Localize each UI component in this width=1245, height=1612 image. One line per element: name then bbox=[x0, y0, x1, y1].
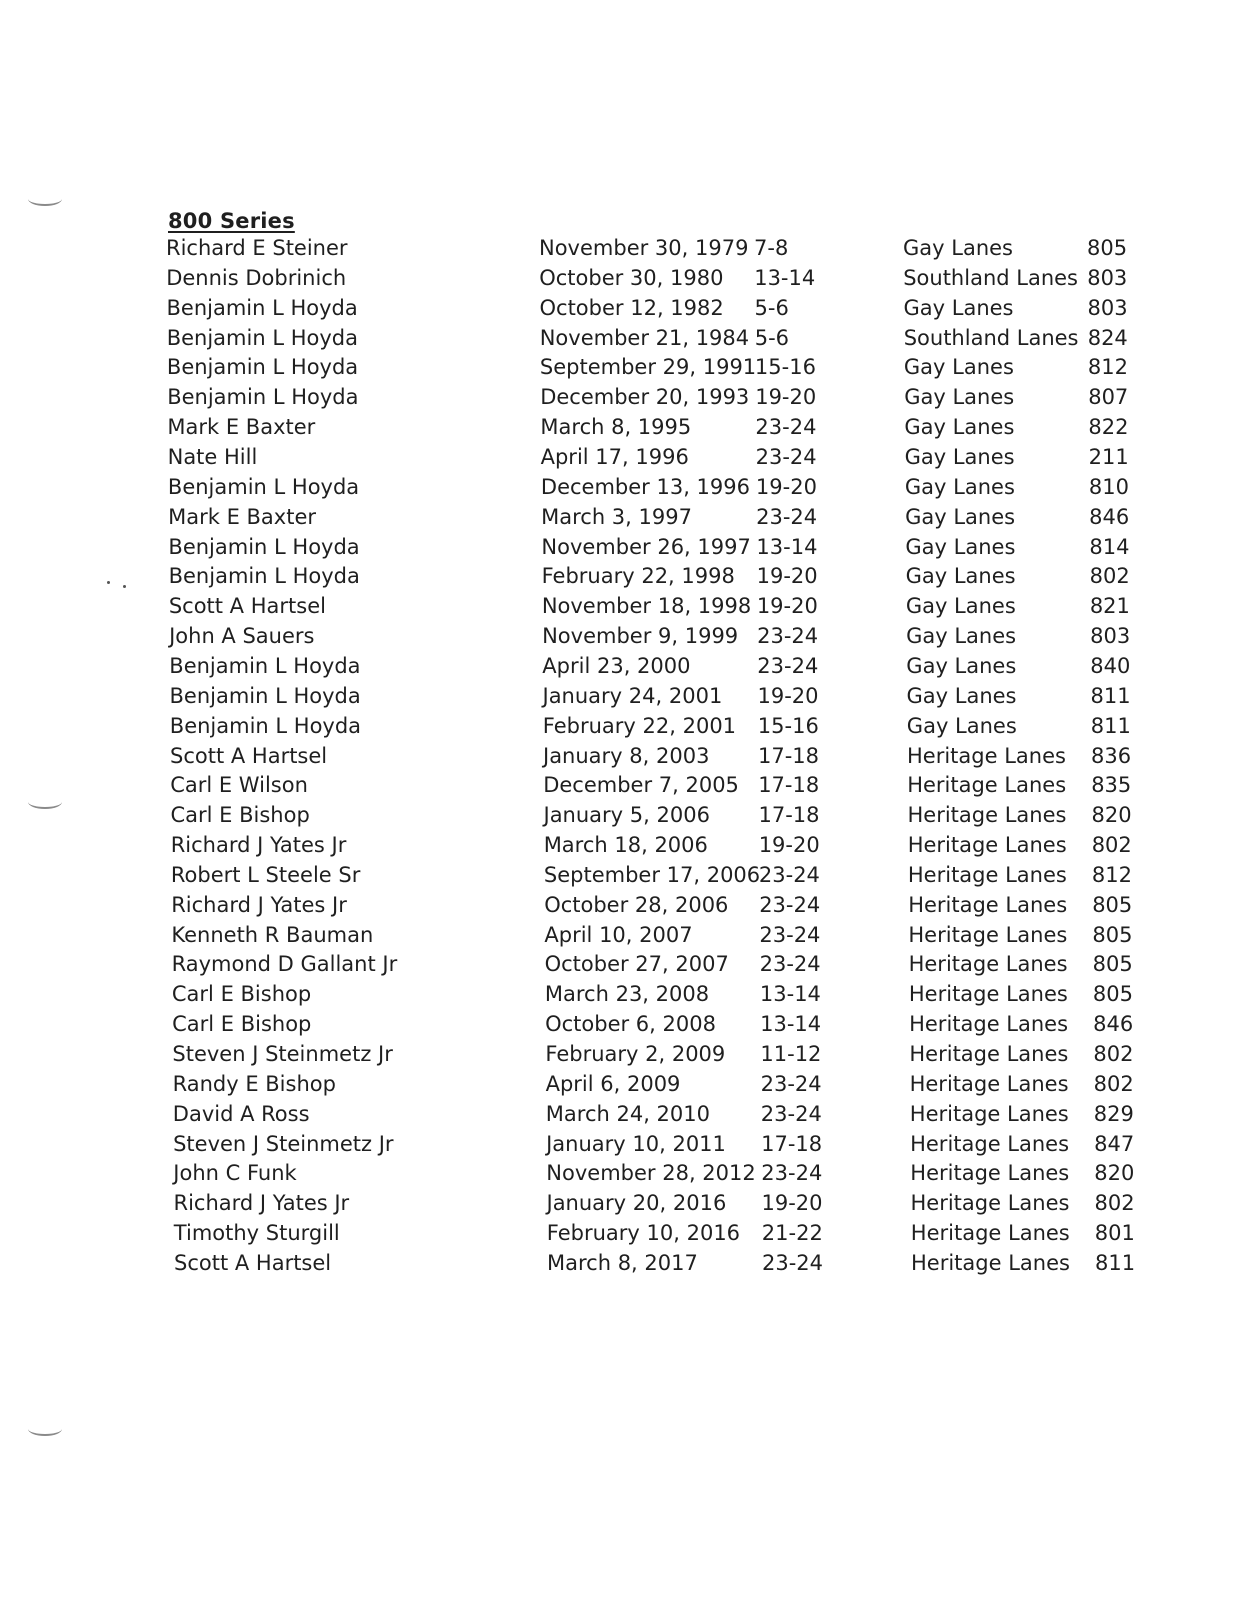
record-name: Carl E Bishop bbox=[170, 803, 310, 828]
record-house: Gay Lanes bbox=[904, 385, 1015, 410]
record-house: Gay Lanes bbox=[903, 355, 1014, 380]
record-name: Benjamin L Hoyda bbox=[166, 355, 359, 380]
record-date: January 8, 2003 bbox=[543, 743, 710, 768]
record-house: Heritage Lanes bbox=[907, 833, 1067, 857]
record-house: Heritage Lanes bbox=[909, 1071, 1069, 1096]
record-games: 5-6 bbox=[754, 295, 789, 320]
record-score: 835 bbox=[1091, 773, 1132, 798]
record-score: 847 bbox=[1094, 1131, 1135, 1156]
record-row bbox=[0, 1039, 1245, 1069]
record-games: 13-14 bbox=[759, 982, 821, 1007]
record-house: Gay Lanes bbox=[904, 474, 1015, 499]
record-score: 805 bbox=[1087, 236, 1128, 260]
record-row bbox=[0, 233, 1245, 263]
record-house: Gay Lanes bbox=[906, 683, 1017, 708]
record-row bbox=[0, 352, 1245, 382]
record-house: Heritage Lanes bbox=[910, 1131, 1070, 1156]
record-games: 19-20 bbox=[757, 683, 819, 708]
record-games: 23-24 bbox=[757, 624, 819, 648]
record-date: November 30, 1979 bbox=[539, 236, 749, 260]
record-games: 17-18 bbox=[758, 803, 820, 828]
record-row bbox=[0, 651, 1245, 681]
record-games: 19-20 bbox=[756, 594, 818, 619]
record-name: Benjamin L Hoyda bbox=[169, 713, 362, 738]
record-house: Heritage Lanes bbox=[909, 1101, 1069, 1126]
record-name: John A Sauers bbox=[169, 624, 315, 648]
record-games: 23-24 bbox=[756, 504, 818, 529]
record-name: Carl E Bishop bbox=[172, 1012, 312, 1037]
record-score: 805 bbox=[1092, 982, 1133, 1007]
record-score: 811 bbox=[1090, 683, 1131, 708]
record-games: 23-24 bbox=[761, 1161, 823, 1186]
record-name: Mark E Baxter bbox=[168, 504, 317, 529]
record-name: Richard E Steiner bbox=[166, 236, 348, 260]
record-games: 23-24 bbox=[758, 862, 820, 887]
record-score: 846 bbox=[1093, 1012, 1134, 1037]
record-date: October 30, 1980 bbox=[539, 265, 724, 290]
record-date: November 26, 1997 bbox=[541, 534, 751, 559]
record-name: Carl E Wilson bbox=[170, 773, 308, 798]
record-score: 802 bbox=[1091, 833, 1132, 857]
record-score: 811 bbox=[1090, 713, 1131, 738]
record-row bbox=[0, 1158, 1245, 1188]
record-score: 820 bbox=[1094, 1161, 1135, 1186]
record-house: Gay Lanes bbox=[904, 445, 1015, 469]
record-house: Heritage Lanes bbox=[910, 1191, 1070, 1216]
record-row bbox=[0, 800, 1245, 830]
record-house: Heritage Lanes bbox=[908, 922, 1068, 947]
record-score: 811 bbox=[1095, 1250, 1136, 1275]
record-games: 17-18 bbox=[758, 743, 820, 768]
record-date: December 20, 1993 bbox=[540, 385, 750, 410]
record-house: Heritage Lanes bbox=[910, 1161, 1070, 1186]
record-house: Gay Lanes bbox=[903, 295, 1014, 320]
record-games: 7-8 bbox=[754, 236, 789, 260]
record-date: September 17, 2006 bbox=[543, 862, 761, 887]
record-row bbox=[0, 472, 1245, 502]
record-name: John C Funk bbox=[173, 1161, 297, 1186]
record-score: 801 bbox=[1094, 1221, 1135, 1246]
record-name: Steven J Steinmetz Jr bbox=[172, 1042, 393, 1066]
page-title: 800 Series bbox=[168, 209, 295, 233]
record-date: March 18, 2006 bbox=[543, 833, 708, 857]
record-row bbox=[0, 1129, 1245, 1159]
record-games: 19-20 bbox=[758, 833, 820, 857]
record-name: Nate Hill bbox=[167, 445, 258, 469]
record-score: 814 bbox=[1089, 534, 1130, 559]
record-date: January 10, 2011 bbox=[546, 1131, 726, 1156]
record-games: 23-24 bbox=[760, 1071, 822, 1096]
record-score: 803 bbox=[1087, 295, 1128, 320]
record-score: 802 bbox=[1093, 1071, 1134, 1096]
record-score: 805 bbox=[1092, 952, 1133, 977]
record-house: Heritage Lanes bbox=[908, 892, 1068, 917]
record-row bbox=[0, 382, 1245, 412]
record-name: Timothy Sturgill bbox=[173, 1221, 340, 1246]
record-date: October 27, 2007 bbox=[544, 952, 729, 977]
record-row bbox=[0, 711, 1245, 741]
record-score: 812 bbox=[1091, 862, 1132, 887]
record-date: October 12, 1982 bbox=[539, 295, 724, 320]
record-score: 840 bbox=[1090, 653, 1131, 678]
record-score: 812 bbox=[1087, 355, 1128, 380]
record-name: Benjamin L Hoyda bbox=[168, 564, 360, 589]
record-name: Benjamin L Hoyda bbox=[166, 295, 358, 320]
record-games: 23-24 bbox=[759, 922, 821, 947]
record-row bbox=[0, 263, 1245, 293]
record-score: 807 bbox=[1088, 385, 1129, 410]
record-row bbox=[0, 591, 1245, 621]
record-games: 13-14 bbox=[756, 534, 818, 559]
record-games: 23-24 bbox=[759, 892, 821, 917]
record-score: 829 bbox=[1093, 1101, 1134, 1126]
record-date: November 21, 1984 bbox=[539, 325, 750, 350]
record-games: 19-20 bbox=[756, 564, 818, 589]
record-row bbox=[0, 323, 1245, 353]
record-score: 805 bbox=[1092, 892, 1133, 917]
record-house: Gay Lanes bbox=[905, 504, 1016, 529]
record-date: January 24, 2001 bbox=[542, 683, 723, 708]
record-house: Heritage Lanes bbox=[907, 803, 1067, 828]
record-score: 824 bbox=[1087, 325, 1128, 350]
record-house: Gay Lanes bbox=[905, 594, 1016, 619]
record-games: 19-20 bbox=[755, 385, 817, 410]
record-house: Heritage Lanes bbox=[909, 1012, 1069, 1037]
record-games: 15-16 bbox=[757, 713, 819, 738]
record-games: 23-24 bbox=[760, 1101, 822, 1126]
record-date: March 23, 2008 bbox=[544, 982, 710, 1007]
record-date: November 9, 1999 bbox=[542, 624, 739, 648]
record-house: Gay Lanes bbox=[906, 713, 1017, 738]
record-name: Benjamin L Hoyda bbox=[166, 325, 358, 350]
record-name: Dennis Dobrinich bbox=[166, 265, 347, 290]
record-house: Southland Lanes bbox=[903, 265, 1078, 290]
record-score: 802 bbox=[1093, 1042, 1134, 1066]
record-date: November 18, 1998 bbox=[541, 594, 752, 619]
record-date: March 3, 1997 bbox=[541, 504, 692, 529]
record-row bbox=[0, 561, 1245, 591]
record-house: Heritage Lanes bbox=[910, 1221, 1070, 1246]
record-name: Mark E Baxter bbox=[167, 415, 316, 440]
record-row bbox=[0, 442, 1245, 472]
record-row bbox=[0, 502, 1245, 532]
record-games: 17-18 bbox=[758, 773, 820, 798]
record-games: 15-16 bbox=[754, 355, 816, 380]
record-house: Heritage Lanes bbox=[911, 1250, 1070, 1275]
record-games: 19-20 bbox=[761, 1191, 823, 1216]
record-name: Randy E Bishop bbox=[172, 1071, 336, 1096]
record-games: 23-24 bbox=[759, 952, 821, 977]
record-date: March 8, 2017 bbox=[547, 1250, 698, 1275]
record-row bbox=[0, 920, 1245, 950]
record-games: 13-14 bbox=[760, 1012, 822, 1037]
record-date: October 28, 2006 bbox=[544, 892, 729, 917]
record-games: 23-24 bbox=[757, 653, 819, 678]
record-row bbox=[0, 1099, 1245, 1129]
record-score: 802 bbox=[1089, 564, 1130, 589]
record-games: 11-12 bbox=[760, 1042, 822, 1066]
record-date: April 6, 2009 bbox=[545, 1071, 681, 1096]
record-row bbox=[0, 621, 1245, 651]
record-house: Heritage Lanes bbox=[908, 982, 1068, 1007]
record-name: Benjamin L Hoyda bbox=[167, 385, 359, 410]
record-name: Benjamin L Hoyda bbox=[169, 653, 361, 678]
record-score: 211 bbox=[1088, 445, 1129, 469]
record-row bbox=[0, 830, 1245, 860]
record-score: 836 bbox=[1091, 743, 1132, 768]
record-date: April 10, 2007 bbox=[544, 922, 693, 947]
record-date: February 22, 2001 bbox=[542, 713, 737, 738]
record-games: 5-6 bbox=[754, 325, 790, 350]
record-house: Gay Lanes bbox=[903, 236, 1013, 260]
record-name: Richard J Yates Jr bbox=[171, 892, 347, 917]
record-name: David A Ross bbox=[172, 1101, 310, 1126]
record-date: December 7, 2005 bbox=[543, 773, 739, 798]
record-row bbox=[0, 1069, 1245, 1099]
record-row bbox=[0, 890, 1245, 920]
record-row bbox=[0, 741, 1245, 771]
record-games: 23-24 bbox=[762, 1250, 824, 1275]
record-house: Gay Lanes bbox=[906, 624, 1017, 648]
record-score: 810 bbox=[1088, 474, 1129, 499]
record-row bbox=[0, 412, 1245, 442]
record-score: 803 bbox=[1090, 624, 1131, 648]
record-house: Heritage Lanes bbox=[908, 952, 1068, 977]
record-name: Benjamin L Hoyda bbox=[167, 474, 360, 499]
record-date: November 28, 2012 bbox=[546, 1161, 756, 1186]
record-score: 803 bbox=[1087, 265, 1128, 290]
record-date: February 10, 2016 bbox=[546, 1221, 741, 1246]
record-name: Steven J Steinmetz Jr bbox=[173, 1131, 394, 1156]
record-row bbox=[0, 1248, 1245, 1278]
record-score: 805 bbox=[1092, 922, 1133, 947]
record-house: Gay Lanes bbox=[904, 415, 1015, 440]
record-date: September 29, 1991 bbox=[539, 355, 757, 380]
record-house: Gay Lanes bbox=[905, 534, 1016, 559]
record-house: Gay Lanes bbox=[905, 564, 1016, 589]
record-date: January 5, 2006 bbox=[543, 803, 710, 828]
record-date: February 22, 1998 bbox=[541, 564, 735, 589]
record-games: 13-14 bbox=[754, 265, 816, 290]
record-house: Heritage Lanes bbox=[907, 743, 1066, 768]
record-house: Southland Lanes bbox=[903, 325, 1079, 350]
record-date: April 23, 2000 bbox=[542, 653, 691, 678]
record-name: Robert L Steele Sr bbox=[170, 862, 361, 887]
record-name: Scott A Hartsel bbox=[168, 594, 326, 619]
record-name: Richard J Yates Jr bbox=[170, 833, 347, 857]
record-row bbox=[0, 1009, 1245, 1039]
record-name: Raymond D Gallant Jr bbox=[171, 952, 398, 977]
record-games: 21-22 bbox=[761, 1221, 823, 1246]
record-row bbox=[0, 532, 1245, 562]
record-name: Benjamin L Hoyda bbox=[169, 683, 361, 708]
record-name: Richard J Yates Jr bbox=[173, 1191, 350, 1216]
record-name: Scott A Hartsel bbox=[174, 1250, 332, 1275]
record-games: 19-20 bbox=[755, 474, 817, 499]
record-date: April 17, 1996 bbox=[540, 445, 689, 469]
record-name: Kenneth R Bauman bbox=[171, 922, 374, 947]
record-name: Benjamin L Hoyda bbox=[168, 534, 360, 559]
record-house: Heritage Lanes bbox=[909, 1042, 1069, 1066]
record-score: 802 bbox=[1094, 1191, 1135, 1216]
record-date: January 20, 2016 bbox=[546, 1191, 727, 1216]
record-date: March 24, 2010 bbox=[545, 1101, 711, 1126]
record-date: October 6, 2008 bbox=[545, 1012, 716, 1037]
record-house: Heritage Lanes bbox=[907, 773, 1067, 798]
record-row bbox=[0, 681, 1245, 711]
record-score: 820 bbox=[1091, 803, 1132, 828]
record-row bbox=[0, 1188, 1245, 1218]
record-house: Heritage Lanes bbox=[907, 862, 1067, 887]
record-name: Scott A Hartsel bbox=[170, 743, 328, 768]
record-house: Gay Lanes bbox=[906, 653, 1017, 678]
record-date: February 2, 2009 bbox=[545, 1042, 726, 1066]
record-row bbox=[0, 860, 1245, 890]
record-score: 821 bbox=[1089, 594, 1130, 619]
record-row bbox=[0, 1218, 1245, 1248]
record-date: March 8, 1995 bbox=[540, 415, 692, 440]
record-games: 23-24 bbox=[755, 415, 817, 440]
record-row bbox=[0, 770, 1245, 800]
record-row bbox=[0, 979, 1245, 1009]
record-score: 822 bbox=[1088, 415, 1129, 440]
record-row bbox=[0, 949, 1245, 979]
record-row bbox=[0, 293, 1245, 323]
record-name: Carl E Bishop bbox=[171, 982, 312, 1007]
record-date: December 13, 1996 bbox=[540, 474, 750, 499]
record-games: 23-24 bbox=[755, 445, 817, 469]
record-score: 846 bbox=[1089, 504, 1130, 529]
record-games: 17-18 bbox=[761, 1131, 823, 1156]
